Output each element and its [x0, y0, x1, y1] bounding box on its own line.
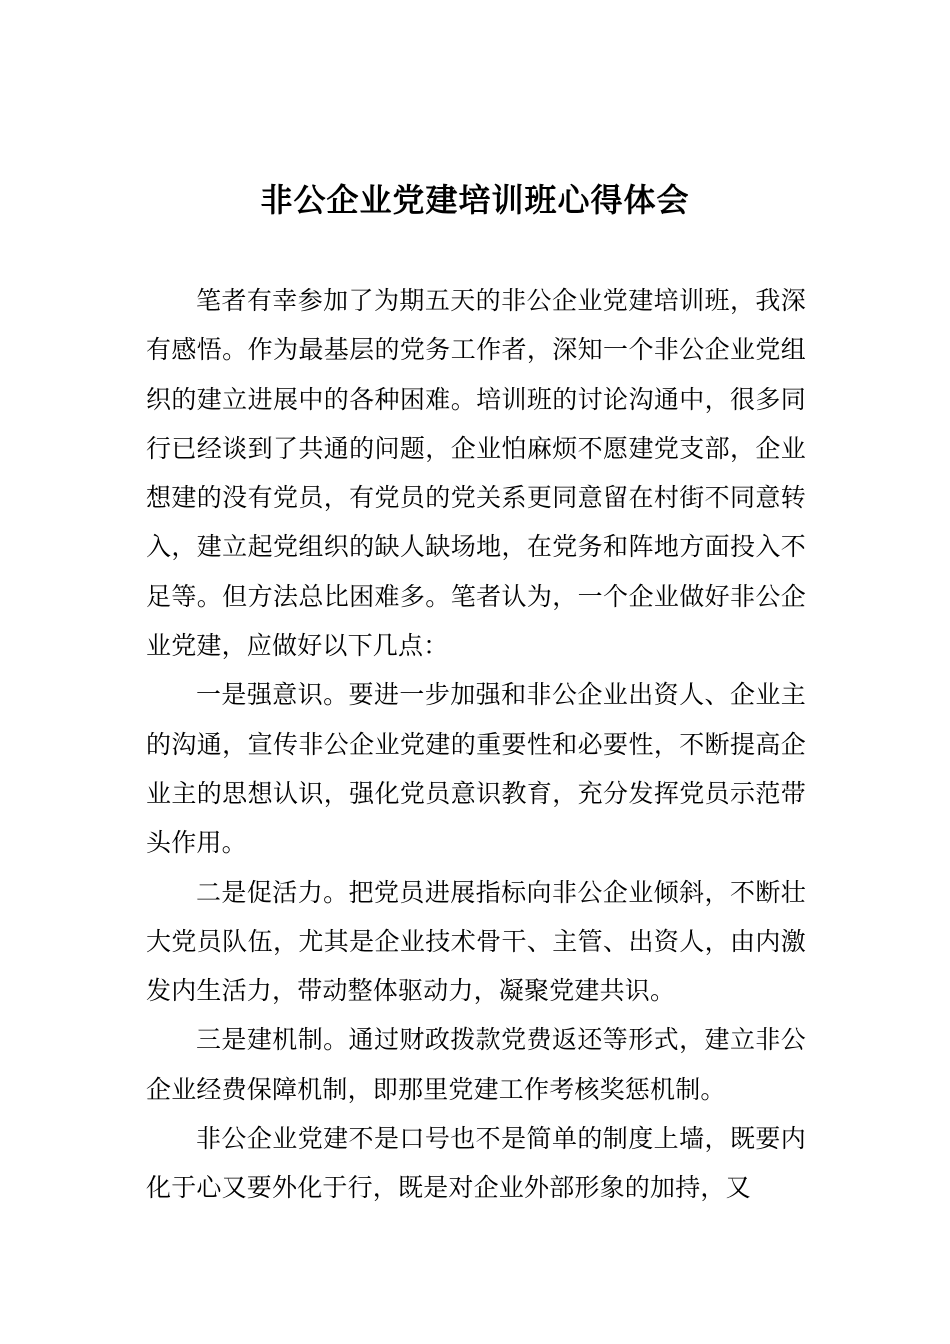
paragraph-point-one: 一是强意识。要进一步加强和非公企业出资人、企业主的沟通，宣传非公企业党建的重要性和必要性，不断提高企业主的思想认识，强化党员意识教育，充分发挥党员示范带头作用。 [146, 680, 806, 858]
paragraph-conclusion: 非公企业党建不是口号也不是简单的制度上墙，既要内化于心又要外化于行，既是对企业外部形象的加持，又 [146, 1124, 806, 1203]
document-body [146, 276, 806, 1213]
document-title: 非公企业党建培训班心得体会 [260, 181, 690, 219]
paragraph-point-three: 三是建机制。通过财政拨款党费返还等形式，建立非公企业经费保障机制，即那里党建工作考核奖惩机制。 [146, 1025, 806, 1104]
paragraph-intro: 笔者有幸参加了为期五天的非公企业党建培训班，我深有感悟。作为最基层的党务工作者，深知一个非公企业党组织的建立进展中的各种困难。培训班的讨论沟通中，很多同行已经谈到了共通的问题，企业怕麻烦不愿建党支部，企业想建的没有党员，有党员的党关系更同意留在村街不同意转入，建立起党组织的缺人缺场地，在党务和阵地方面投入不足等。但方法总比困难多。笔者认为，一个企业做好非公企业党建，应做好以下几点： [146, 286, 806, 661]
paragraph-point-two: 二是促活力。把党员进展指标向非公企业倾斜，不断壮大党员队伍，尤其是企业技术骨干、主管、出资人，由内激发内生活力，带动整体驱动力，凝聚党建共识。 [146, 877, 806, 1006]
